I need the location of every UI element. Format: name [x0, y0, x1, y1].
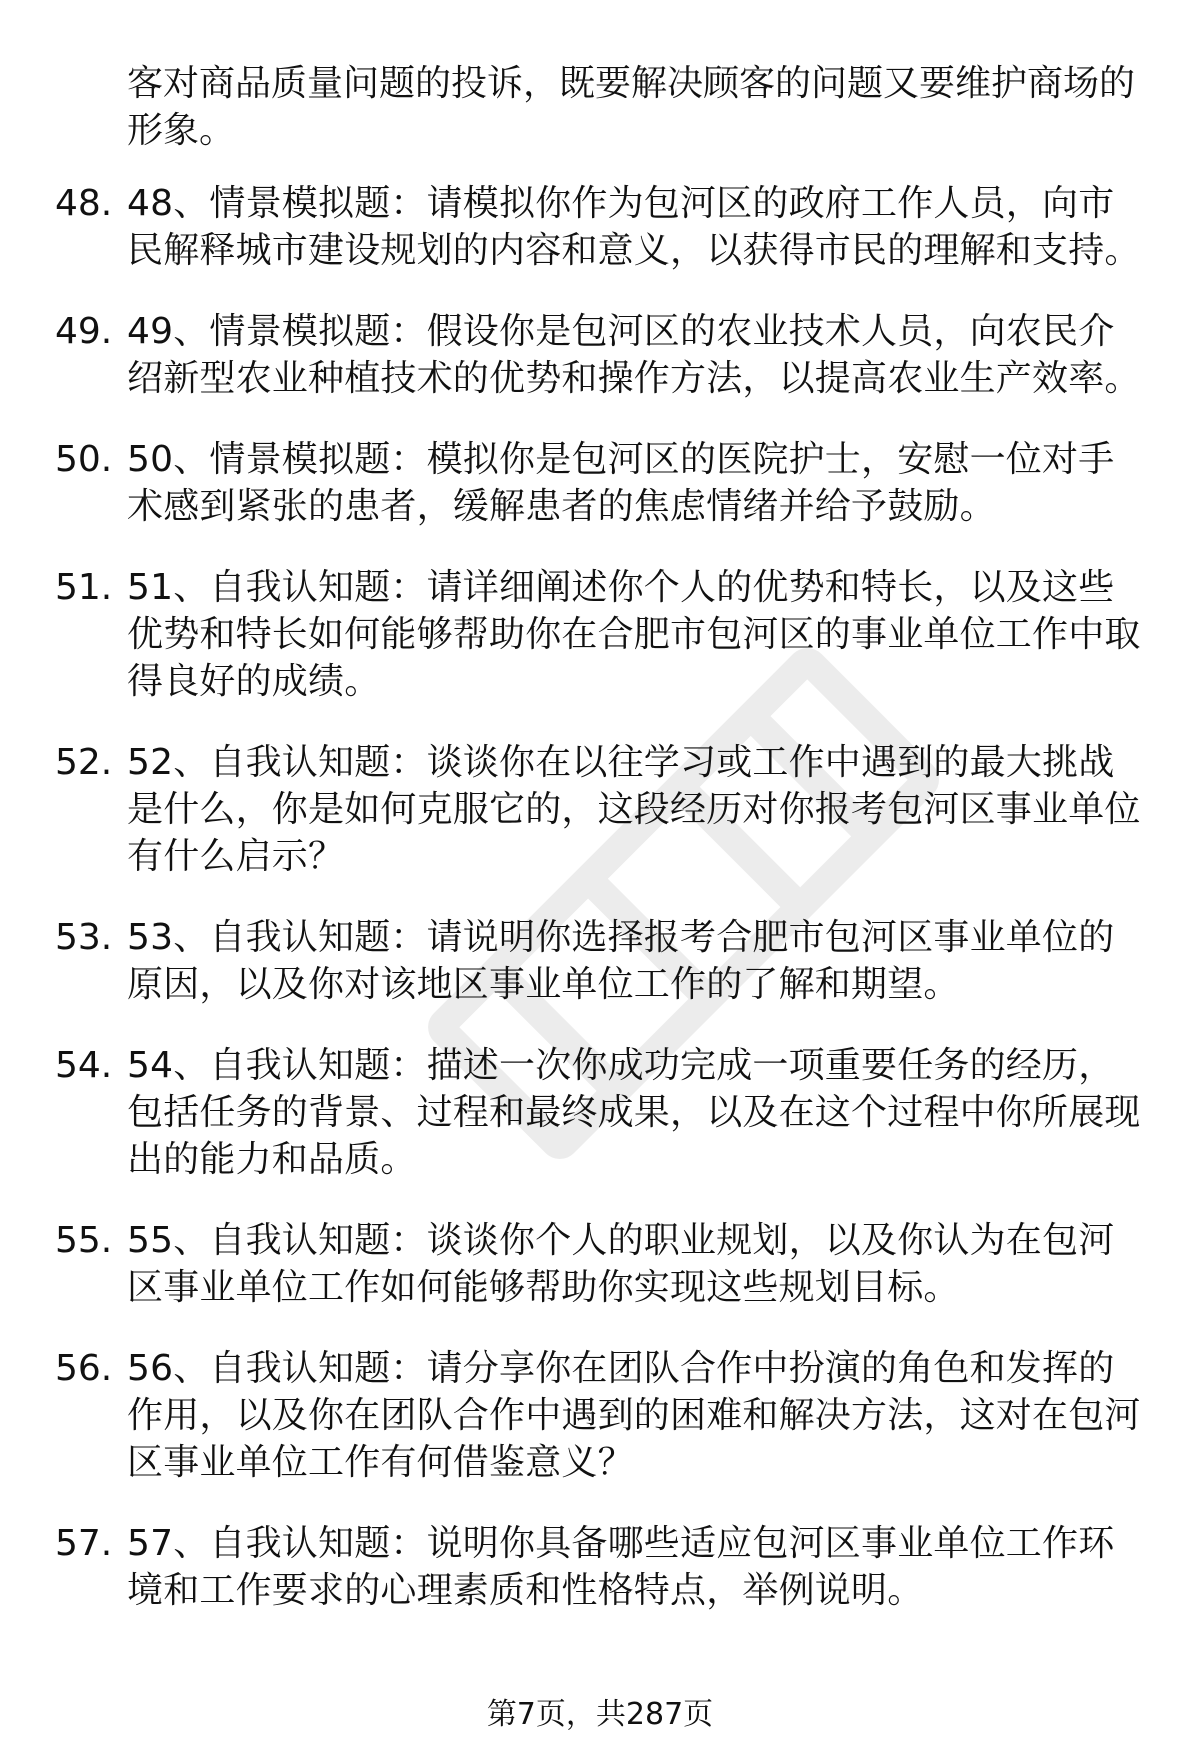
item-text: 55、自我认知题：谈谈你个人的职业规划，以及你认为在包河区事业单位工作如何能够帮助你实现这些规划目标。	[127, 1220, 1115, 1308]
item-text: 50、情景模拟题：模拟你是包河区的医院护士，安慰一位对手术感到紧张的患者，缓解患者的焦虑情绪并给予鼓励。	[127, 439, 1115, 527]
item-text: 48、情景模拟题：请模拟你作为包河区的政府工作人员，向市民解释城市建设规划的内容和意义，以获得市民的理解和支持。	[127, 183, 1141, 271]
item-text: 56、自我认知题：请分享你在团队合作中扮演的角色和发挥的作用，以及你在团队合作中遇到的困难和解决方法，这对在包河区事业单位工作有何借鉴意义？	[127, 1348, 1141, 1483]
list-item	[0, 308, 1150, 402]
list-item	[0, 739, 1150, 880]
item-text: 54、自我认知题：描述一次你成功完成一项重要任务的经历，包括任务的背景、过程和最终成果，以及在这个过程中你所展现出的能力和品质。	[127, 1045, 1141, 1180]
list-item	[0, 180, 1150, 274]
item-number: 55.	[55, 1220, 113, 1261]
question-list	[0, 180, 1200, 1648]
item-text: 53、自我认知题：请说明你选择报考合肥市包河区事业单位的原因，以及你对该地区事业单位工作的了解和期望。	[127, 917, 1115, 1005]
item-number: 57.	[55, 1523, 113, 1564]
item-number: 56.	[55, 1348, 113, 1389]
list-item	[0, 914, 1150, 1008]
item-number: 52.	[55, 742, 113, 783]
item-text: 51、自我认知题：请详细阐述你个人的优势和特长，以及这些优势和特长如何能够帮助你在合肥市包河区的事业单位工作中取得良好的成绩。	[127, 567, 1141, 702]
item-text: 49、情景模拟题：假设你是包河区的农业技术人员，向农民介绍新型农业种植技术的优势和操作方法，以提高农业生产效率。	[127, 311, 1141, 399]
list-item	[0, 1042, 1150, 1183]
continuation-paragraph: 客对商品质量问题的投诉，既要解决顾客的问题又要维护商场的形象。	[127, 63, 1136, 151]
item-number: 49.	[55, 311, 113, 352]
list-item	[0, 1520, 1150, 1614]
item-text: 57、自我认知题：说明你具备哪些适应包河区事业单位工作环境和工作要求的心理素质和性格特点，举例说明。	[127, 1523, 1115, 1611]
item-number: 48.	[55, 183, 113, 224]
item-number: 51.	[55, 567, 113, 608]
page-footer: 第7页，共287页	[486, 1697, 714, 1732]
list-item	[0, 564, 1150, 705]
list-item	[0, 1345, 1150, 1486]
list-item	[0, 436, 1150, 530]
list-item	[0, 1217, 1150, 1311]
item-number: 50.	[55, 439, 113, 480]
item-text: 52、自我认知题：谈谈你在以往学习或工作中遇到的最大挑战是什么，你是如何克服它的，这段经历对你报考包河区事业单位有什么启示？	[127, 742, 1141, 877]
item-number: 54.	[55, 1045, 113, 1086]
item-number: 53.	[55, 917, 113, 958]
